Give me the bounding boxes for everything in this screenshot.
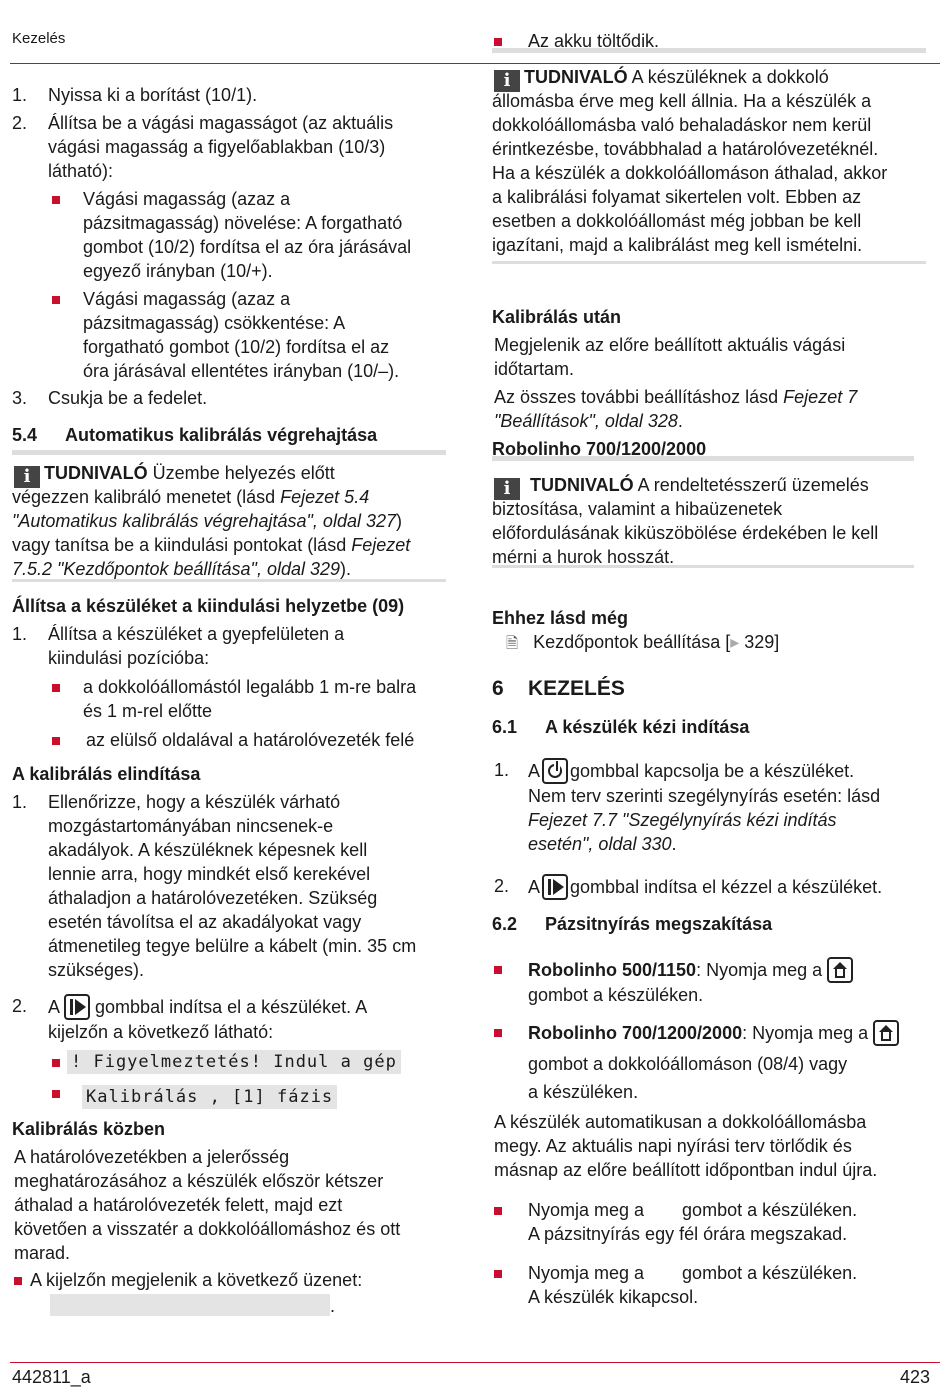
heading-start-calibration: A kalibrálás elindítása [12, 764, 201, 784]
section-5-4-heading: 5.4 Automatikus kalibrálás végrehajtása [12, 425, 378, 445]
footer-rule [10, 1362, 940, 1363]
bullet-square [494, 1270, 502, 1278]
heading-robolinho: Robolinho 700/1200/2000 [492, 439, 707, 459]
bullet-square [494, 38, 502, 46]
note-box-1: i TUDNIVALÓ Üzembe helyezés előtt végezzen kalibráló menetet (lásd Fejezet 5.4 "Automatikus kalibrálás végrehajtása", oldal 327) vagy tanítsa be a kiindulási pontokat (lásd Fejezet 7.5.2 "Kezdőpontok beállítása", oldal 329). [12, 450, 446, 582]
see-also-link[interactable]: 🗎 Kezdőpontok beállítása [▸ 329] [506, 632, 780, 652]
bullet-square [52, 684, 60, 692]
note-box-2: i TUDNIVALÓ A készüléknek a dokkoló állomásba érve meg kell állnia. Ha a készülék a dokkolóállomásba való behaladáskor nem kerül érintkezésbe, továbbhalad a határolóvezetéknél. Ha a készülék a dokkolóállomáson áthalad, akkor a kalibrálási folyamat sikertelen volt. Ebben az esetben a dokkolóállomást még jobban be kell igazítani, majd a kalibrálást meg kell ismételni. [492, 48, 926, 264]
arrow-right-icon: ▸ [730, 632, 740, 652]
bullet-square [52, 1090, 60, 1098]
document-icon: 🗎 [506, 634, 519, 652]
home-button-icon [873, 1020, 899, 1046]
bullet-square [494, 1207, 502, 1215]
chapter-6-heading: 6 KEZELÉS [492, 677, 625, 700]
section-6-1-heading: 6.1 A készülék kézi indítása [492, 717, 750, 737]
display-message-end: . [330, 1296, 336, 1316]
footer-page-number: 423 [899, 1367, 930, 1387]
heading-during-calibration: Kalibrálás közben [12, 1119, 166, 1139]
stop-paragraph: A készülék automatikusan a dokkolóállomásba megy. Az aktuális napi nyírási terv törlődik és másnap az előre beállított időpontban indul újra. [494, 1112, 878, 1180]
bullet-square [494, 966, 502, 974]
during-paragraph: A határolóvezetékben a jelerősség meghatározásához a készülék először kétszer áthalad a határolóvezeték felett, majd ezt követően a visszatér a dokkolóállomáshoz és ott marad. [14, 1147, 401, 1263]
heading-after-calibration: Kalibrálás után [492, 307, 622, 327]
info-icon: i [494, 478, 520, 500]
bullet-square [52, 1059, 60, 1067]
info-icon: i [14, 466, 40, 488]
heading-start-position: Állítsa a készüléket a kiindulási helyzetbe (09) [12, 596, 405, 616]
info-icon: i [494, 70, 520, 92]
after-paragraph-2: Az összes további beállításhoz lásd Fejezet 7 "Beállítások", oldal 328. [494, 387, 858, 431]
play-button-icon [542, 874, 568, 900]
bullet-square [14, 1277, 22, 1285]
play-button-icon [64, 994, 90, 1020]
power-button-icon [542, 758, 568, 784]
home-button-icon [827, 957, 853, 983]
heading-see-also: Ehhez lásd még [492, 608, 629, 628]
running-header: Kezelés [12, 30, 66, 47]
after-paragraph-1: Megjelenik az előre beállított aktuális vágási időtartam. [494, 335, 846, 379]
bullet-square [52, 196, 60, 204]
bullet-square [494, 1029, 502, 1037]
display-message-box [50, 1294, 330, 1316]
bullet-square [52, 737, 60, 745]
note-box-3: i TUDNIVALÓ A rendeltetésszerű üzemelés biztosítása, valamint a hibaüzenetek előfordulásának kiküszöbölése érdekében le kell mérni a hurok hosszát. [492, 456, 914, 568]
bullet-square [52, 296, 60, 304]
footer-doc-id: 442811_a [12, 1367, 91, 1387]
section-6-2-heading: 6.2 Pázsitnyírás megszakítása [492, 914, 773, 934]
